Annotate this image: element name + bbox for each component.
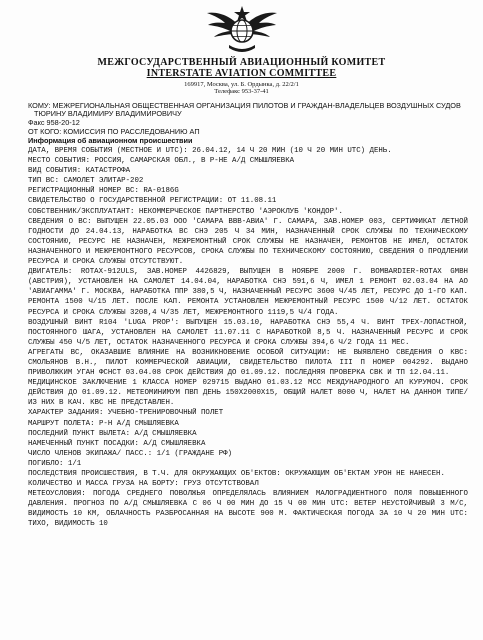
report-line-mission: ХАРАКТЕР ЗАДАНИЯ: УЧЕБНО-ТРЕНИРОВОЧНЫЙ ПОЛЕТ <box>28 409 224 418</box>
report-line-engine: ДВИГАТЕЛЬ: ROTAX-912ULS, ЗАВ.НОМЕР 4426829, ВЫПУЩЕН В НОЯБРЕ 2000 Г. BOMBARDIER-ROTAX GMBH (АВСТРИЯ), УСТАНОВЛЕН НА САМОЛЕТ 14.04.04, НАРАБОТКА СНЭ 591,6 Ч, ИМЕЛ 1 РЕМОНТ 02.03.04 НА АО 'АВИАГАММА' Г. МОСКВА, НАРАБОТКА ППР 380,5 Ч, НАЗНАЧЕННЫЙ РЕСУРС 3600 Ч/45 ЛЕТ, РЕСУРС ДО 1-ГО КАП. РЕМОНТА 1500 Ч/15 ЛЕТ. ПОСЛЕ КАП. РЕМОНТА УСТАНОВЛЕН МЕЖРЕМОНТНЫЙ РЕСУРС 1500 Ч/12 ЛЕТ. ОСТАТОК РЕСУРСА И СРОКА СЛУЖБЫ 3208,4 Ч/35 ЛЕТ, МЕЖРЕМОНТНОГО 1119,5 Ч/4 ГОДА. <box>28 268 468 317</box>
organization-name-en: INTERSTATE AVIATION COMMITTEE <box>146 68 337 79</box>
winged-emblem-icon <box>205 3 279 55</box>
report-line-fatalities: ПОГИБЛО: 1/1 <box>28 459 82 468</box>
report-line-pilot: АГРЕГАТЫ ВС, ОКАЗАВШИЕ ВЛИЯНИЕ НА ВОЗНИКНОВЕНИЕ ОСОБОЙ СИТУАЦИИ: НЕ ВЫЯВЛЕНО СВЕДЕНИЯ О КВС: СМОЛЬЯНОВ В.Н., ПИЛОТ КОММЕРЧЕСКОЙ АВИАЦИИ, СВИДЕТЕЛЬСТВО ПИЛОТА III П НОМЕР 004292. ВЫДАНО ПРИВОЛЖКИМ УГАН ФСНСТ 03.04.08 СРОК ДЕЙСТВИЯ ДО 01.09.12. ПОСЛЕДНЯЯ ПРОВЕРКА СВК И ТП 12.04.11. <box>28 348 468 378</box>
organization-name-ru: МЕЖГОСУДАРСТВЕННЫЙ АВИАЦИОННЫЙ КОМИТЕТ <box>97 57 386 68</box>
organization-phone: Телефакс 953-37-41 <box>214 88 269 95</box>
report-line-place: МЕСТО СОБЫТИЯ: РОССИЯ, САМАРСКАЯ ОБЛ., В Р-НЕ А/Д СМЫШЛЯЕВКА <box>28 157 295 166</box>
report-line-medical: МЕДИЦИНСКОЕ ЗАКЛЮЧЕНИЕ 1 КЛАССА НОМЕР 029715 ВЫДАНО 01.03.12 МСС МЕЖДУНАРОДНОГО АП КУРУМОЧ. СРОК ДЕЙСТВИЯ ДО 01.09.12. МЕТЕОМИНИМУМ ПВП ДЕНЬ 150Х2000Х15, ОБЩИЙ НАЛЕТ 8000 Ч, НАЛЕТ НА ДАННОМ ТИПЕ/ИЗ НИХ В КАЧ. КВС НЕ ПРЕДСТАВЛЕН. <box>28 379 468 408</box>
report-line-date: ДАТА, ВРЕМЯ СОБЫТИЯ (МЕСТНОЕ И UTC): 26.04.12, 14 Ч 20 МИН (10 Ч 20 МИН UTC) ДЕНЬ. <box>28 147 392 155</box>
recipient-name: ТЮРИНУ ВЛАДИМИРУ ВЛАДИМИРОВИЧУ <box>34 109 182 118</box>
report-line-aircraft-type: ТИП ВС: САМОЛЕТ ЭЛИТАР-202 <box>28 177 144 186</box>
report-line-route: МАРШРУТ ПОЛЕТА: Р-Н А/Д СМЫШЛЯЕВКА <box>28 419 179 428</box>
sender-line: ОТ КОГО: КОМИССИЯ ПО РАССЛЕДОВАНИЮ АП <box>28 127 200 136</box>
document-subject: Информация об авиационном происшествии <box>28 136 193 145</box>
report-line-cargo: КОЛИЧЕСТВО И МАССА ГРУЗА НА БОРТУ: ГРУЗ ОТСУТСТВОВАЛ <box>28 480 259 489</box>
report-line-departure: ПОСЛЕДНИЙ ПУНКТ ВЫЛЕТА: А/Д СМЫШЛЯЕВКА <box>28 429 197 438</box>
recipient-fax: Факс 958-20-12 <box>28 118 80 127</box>
report-line-aircraft-info: СВЕДЕНИЯ О ВС: ВЫПУЩЕН 22.05.03 ООО 'САМАРА ВВВ-АВИА' Г. САМАРА, ЗАВ.НОМЕР 003, СЕРТИФИКАТ ЛЕТНОЙ ГОДНОСТИ ДО 24.04.13, НАРАБОТКА ВС СНЭ 205 Ч 34 МИН, НАЗНАЧЕННЫЙ СРОК СЛУЖБЫ ПО ТЕХНИЧЕСКОМУ СОСТОЯНИЮ, РЕСУРС НЕ НАЗНАЧЕН, МЕЖРЕМОНТНЫЙ СРОК СЛУЖБЫ НЕ НАЗНАЧЕН, РЕМОНТОВ НЕ ИМЕЛ, ОСТАТОК НАЗНАЧЕННОГО И МЕЖРЕМОНТНОГО РЕСУРСОВ, СРОКА СЛУЖБЫ ПО ТЕХНИЧЕСКОМУ СОСТОЯНИЮ, СВЕДЕНИЯ О ПРОДЛЕНИИ РЕСУРСА И СРОКА СЛУЖБЫ ОТСУТСТВУЮТ. <box>28 217 468 267</box>
organization-address: 169917, Москва, ул. Б. Ордынка, д. 22/2/1 <box>184 81 299 88</box>
report-body <box>28 146 468 530</box>
report-line-owner: СОБСТВЕННИК/ЭКСПЛУАТАНТ: НЕКОММЕРЧЕСКОЕ ПАРТНЕРСТВО 'АЭРОКЛУБ 'КОНДОР'. <box>28 207 343 216</box>
report-line-weather: МЕТЕОУСЛОВИЯ: ПОГОДА СРЕДНЕГО ПОВОЛЖЬЯ ОПРЕДЕЛЯЛАСЬ ВЛИЯНИЕМ МАЛОГРАДИЕНТНОГО ПОЛЯ ПОВЫШЕННОГО ДАВЛЕНИЯ. ПРОГНОЗ ПО А/Д СМЫШЛЯЕВКА С 06 Ч 00 МИН ДО 15 Ч 00 МИН UTC: ВЕТЕР НЕУСТОЙЧИВЫЙ 3 М/С, ВИДИМОСТЬ 10 КМ, ОБЛАЧНОСТЬ РАЗБРОСАННАЯ НА ВЫСОТЕ 900 М. ФАКТИЧЕСКАЯ ПОГОДА ЗА 10 Ч 20 МИН UTC: ТИХО, ВИДИМОСТЬ 10 <box>28 490 468 529</box>
recipient-line: КОМУ: МЕЖРЕГИОНАЛЬНАЯ ОБЩЕСТВЕННАЯ ОРГАНИЗАЦИЯ ПИЛОТОВ И ГРАЖДАН-ВЛАДЕЛЬЦЕВ ВОЗДУШНЫХ СУДОВ <box>28 101 461 110</box>
report-line-event-type: ВИД СОБЫТИЯ: КАТАСТРОФА <box>28 167 131 176</box>
report-line-certificate: СВИДЕТЕЛЬСТВО О ГОСУДАРСТВЕННОЙ РЕГИСТРАЦИИ: ОТ 11.08.11 <box>28 197 277 206</box>
report-line-registration: РЕГИСТРАЦИОННЫЙ НОМЕР ВС: RA-0186G <box>28 187 179 196</box>
report-line-destination: НАМЕЧЕННЫЙ ПУНКТ ПОСАДКИ: А/Д СМЫШЛЯЕВКА <box>28 439 206 448</box>
report-line-consequences: ПОСЛЕДСТВИЯ ПРОИСШЕСТВИЯ, В Т.Ч. ДЛЯ ОКРУЖАЮЩИХ ОБ'ЕКТОВ: ОКРУЖАЮЩИМ ОБ'ЕКТАМ УРОН НЕ НАНЕСЕН. <box>28 470 445 478</box>
report-line-propeller: ВОЗДУШНЫЙ ВИНТ R104 'LUGA PROP': ВЫПУЩЕН 15.03.10, НАРАБОТКА СНЭ 55,4 Ч. ВИНТ ТРЕХ-ЛОПАСТНОЙ, ПОСТОЯННОГО ШАГА, УСТАНОВЛЕН НА САМОЛЕТ 11.07.11 С НАРАБОТКОЙ 8,5 Ч. НАЗНАЧЕННЫЙ РЕСУРС И СРОК СЛУЖБЫ 450 Ч/5 ЛЕТ, ОСТАТОК НАЗНАЧЕННОГО РЕСУРСА И СРОКА СЛУЖБЫ 394,6 Ч/2 ГОДА 11 МЕС. <box>28 318 468 347</box>
report-line-crew: ЧИСЛО ЧЛЕНОВ ЭКИПАЖА/ ПАСС.: 1/1 (ГРАЖДАНЕ РФ) <box>28 449 233 458</box>
